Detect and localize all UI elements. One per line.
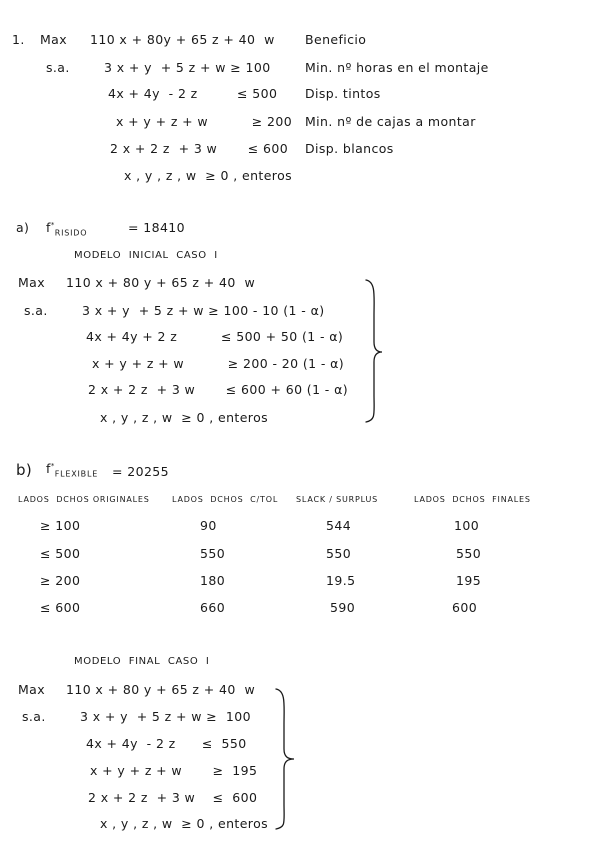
final-subject-to-label: s.a. <box>22 709 46 724</box>
constraint-1-note: Min. nº horas en el montaje <box>305 60 489 75</box>
problem-number: 1. <box>12 32 25 47</box>
constraint-3: x + y + z + w ≥ 200 <box>116 114 293 129</box>
final-constraint-3: x + y + z + w ≥ 195 <box>90 763 258 778</box>
table-cell: ≥ 100 <box>40 518 81 533</box>
final-constraint-1: 3 x + y + 5 z + w ≥ 100 <box>80 709 251 724</box>
objective-keyword: Max <box>40 32 68 47</box>
final-model-brace <box>272 685 298 835</box>
constraint-4: 2 x + 2 z + 3 w ≤ 600 <box>110 141 289 156</box>
final-constraint-4: 2 x + 2 z + 3 w ≤ 600 <box>88 790 258 805</box>
table-cell: 550 <box>456 546 482 561</box>
domain-constraint: x , y , z , w ≥ 0 , enteros <box>124 168 293 183</box>
table-cell: ≤ 500 <box>40 546 81 561</box>
initial-constraint-2: 4x + 4y + 2 z ≤ 500 + 50 (1 - α) <box>86 329 344 344</box>
objective-function: 110 x + 80y + 65 z + 40 w <box>90 32 275 47</box>
final-constraint-2: 4x + 4y - 2 z ≤ 550 <box>86 736 247 751</box>
table-cell: 90 <box>200 518 217 533</box>
objective-note: Beneficio <box>305 32 367 47</box>
constraint-3-note: Min. nº de cajas a montar <box>305 114 476 129</box>
table-cell: 660 <box>200 600 226 615</box>
initial-objective-function: 110 x + 80 y + 65 z + 40 w <box>66 275 256 290</box>
table-header-slack: SLACK / SURPLUS <box>296 495 378 504</box>
part-a-label: a) <box>16 220 30 235</box>
table-cell: 600 <box>452 600 478 615</box>
part-b-label: b) <box>16 461 33 479</box>
initial-constraint-1: 3 x + y + 5 z + w ≥ 100 - 10 (1 - α) <box>82 303 325 318</box>
table-cell: 19.5 <box>326 573 356 588</box>
initial-subject-to-label: s.a. <box>24 303 48 318</box>
table-cell: ≤ 600 <box>40 600 81 615</box>
initial-constraint-3: x + y + z + w ≥ 200 - 20 (1 - α) <box>92 356 345 371</box>
subject-to-label: s.a. <box>46 60 70 75</box>
final-domain-constraint: x , y , z , w ≥ 0 , enteros <box>100 816 269 831</box>
constraint-4-note: Disp. blancos <box>305 141 394 156</box>
table-cell: 544 <box>326 518 352 533</box>
table-cell: 180 <box>200 573 226 588</box>
f-rigid-value: = 18410 <box>128 220 186 235</box>
initial-constraint-4: 2 x + 2 z + 3 w ≤ 600 + 60 (1 - α) <box>88 382 348 397</box>
initial-objective-keyword: Max <box>18 275 46 290</box>
table-header-final: LADOS DCHOS FINALES <box>414 495 531 504</box>
f-flexible-value: = 20255 <box>112 464 170 479</box>
initial-model-brace <box>362 276 386 426</box>
f-flexible-symbol: $f^*_{FLEXIBLE}$ <box>46 461 99 479</box>
constraint-2: 4x + 4y - 2 z ≤ 500 <box>108 86 278 101</box>
table-cell: 550 <box>326 546 352 561</box>
table-cell: 195 <box>456 573 482 588</box>
table-cell: ≥ 200 <box>40 573 81 588</box>
table-header-original: LADOS DCHOS ORIGINALES <box>18 495 150 504</box>
final-objective-function: 110 x + 80 y + 65 z + 40 w <box>66 682 256 697</box>
f-rigid-symbol: $f^*_{RISIDO}$ <box>46 220 88 238</box>
constraint-2-note: Disp. tintos <box>305 86 381 101</box>
table-cell: 590 <box>330 600 356 615</box>
final-objective-keyword: Max <box>18 682 46 697</box>
table-header-tolerance: LADOS DCHOS C/TOL <box>172 495 279 504</box>
table-cell: 550 <box>200 546 226 561</box>
initial-model-title: MODELO INICIAL CASO I <box>74 250 218 261</box>
final-model-title: MODELO FINAL CASO I <box>74 656 210 667</box>
table-cell: 100 <box>454 518 480 533</box>
initial-domain-constraint: x , y , z , w ≥ 0 , enteros <box>100 410 269 425</box>
constraint-1: 3 x + y + 5 z + w ≥ 100 <box>104 60 271 75</box>
